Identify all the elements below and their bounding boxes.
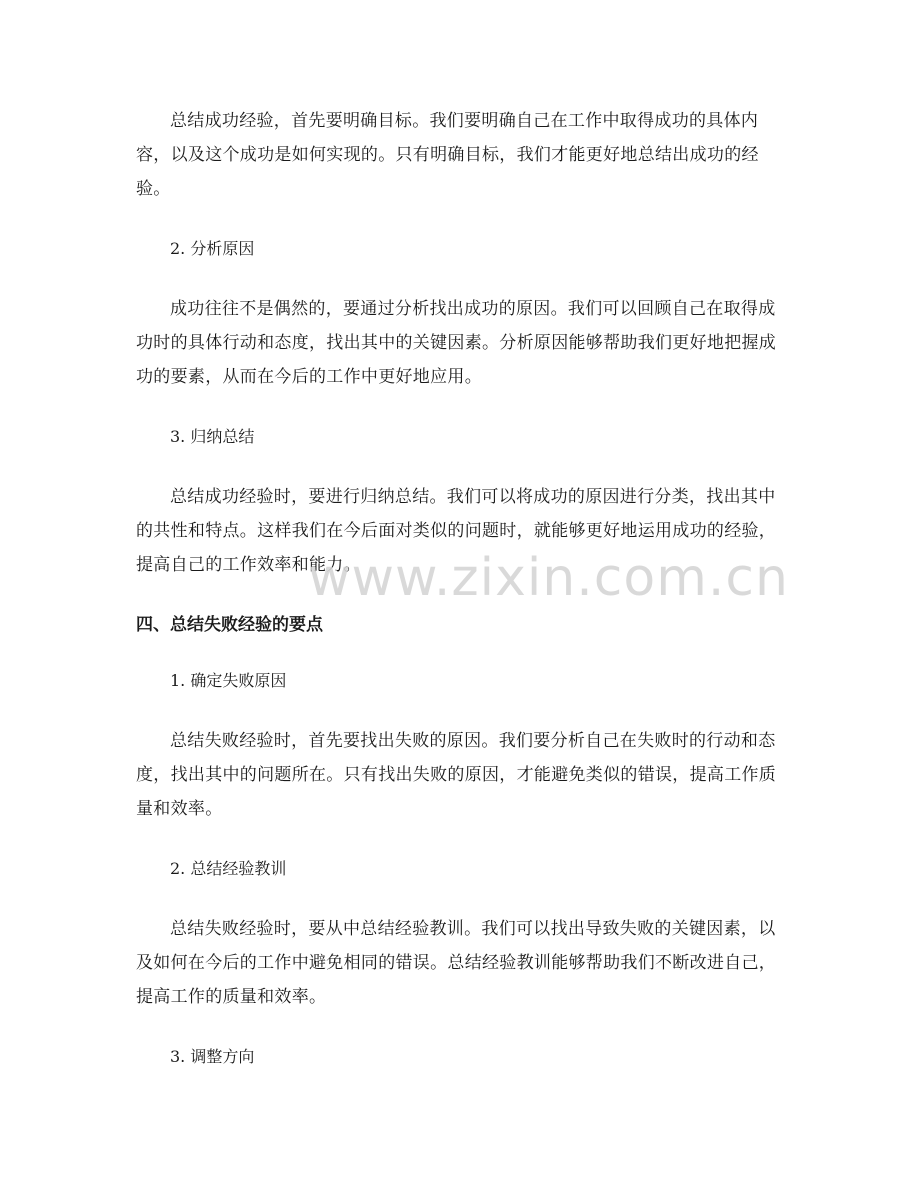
section-heading-failure-points: 四、总结失败经验的要点	[136, 615, 323, 635]
subheading-lessons-learned: 2. 总结经验教训	[170, 859, 287, 878]
watermark-text: www.zixin.com.cn	[308, 548, 789, 608]
paragraph-lessons-learned: 总结失败经验时，要从中总结经验教训。我们可以找出导致失败的关键因素，以及如何在今后的工作中避免相同的错误。总结经验教训能够帮助我们不断改进自己，提高工作的质量和效率。	[136, 919, 777, 1007]
paragraph-analyze-causes: 成功往往不是偶然的，要通过分析找出成功的原因。我们可以回顾自己在取得成功时的具体行动和态度，找出其中的关键因素。分析原因能够帮助我们更好地把握成功的要素，从而在今后的工作中更好地应用。	[136, 299, 777, 387]
subheading-analyze-causes: 2. 分析原因	[170, 239, 255, 258]
paragraph-summarize: 总结成功经验时，要进行归纳总结。我们可以将成功的原因进行分类，找出其中的共性和特点。这样我们在今后面对类似的问题时，就能够更好地运用成功的经验，提高自己的工作效率和能力。	[136, 487, 777, 575]
subheading-adjust-direction: 3. 调整方向	[170, 1047, 255, 1066]
paragraph-identify-failure-cause: 总结失败经验时，首先要找出失败的原因。我们要分析自己在失败时的行动和态度，找出其中的问题所在。只有找出失败的原因，才能避免类似的错误，提高工作质量和效率。	[136, 731, 777, 819]
paragraph-success-goal: 总结成功经验，首先要明确目标。我们要明确自己在工作中取得成功的具体内容，以及这个成功是如何实现的。只有明确目标，我们才能更好地总结出成功的经验。	[136, 111, 759, 199]
subheading-identify-failure-cause: 1. 确定失败原因	[170, 671, 287, 690]
subheading-summarize: 3. 归纳总结	[170, 427, 255, 446]
document-content	[136, 104, 786, 1100]
